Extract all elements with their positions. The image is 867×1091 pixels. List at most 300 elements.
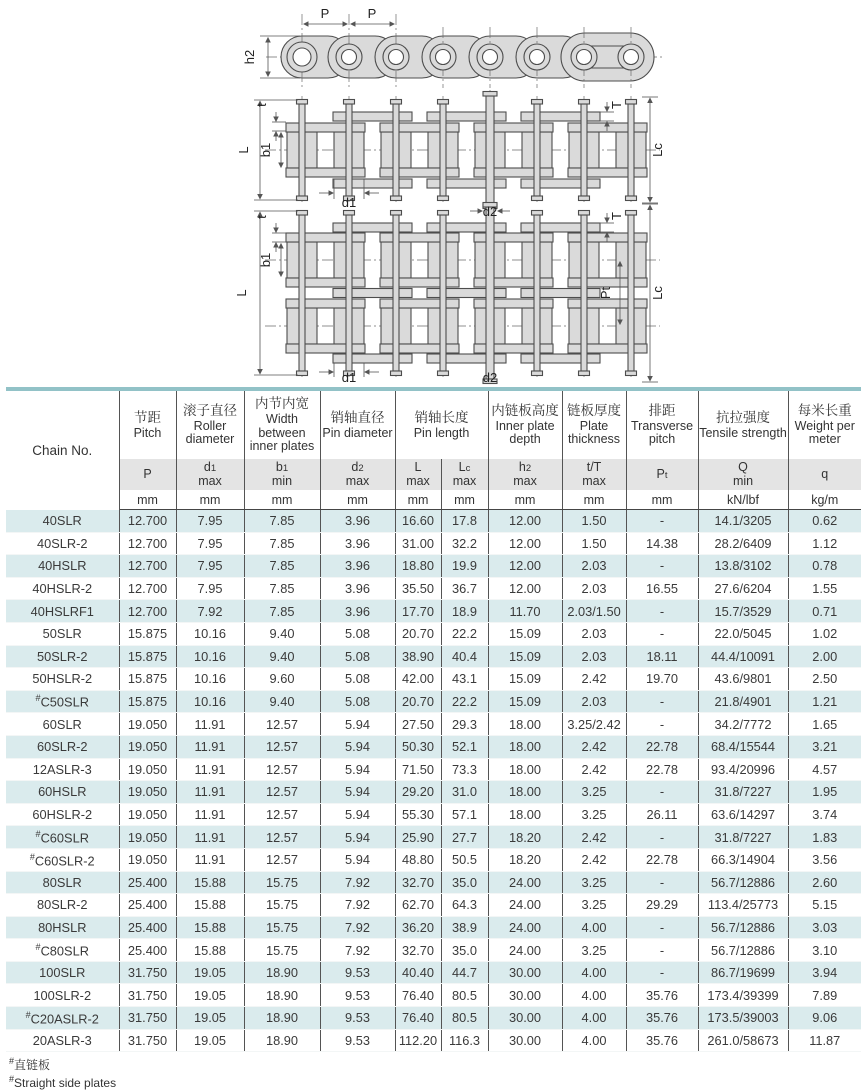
- column-header-pitch: [119, 389, 176, 459]
- value-cell: 113.4/25773: [698, 894, 788, 917]
- value-cell: 30.00: [488, 984, 562, 1007]
- value-cell: 40.4: [441, 645, 488, 668]
- value-cell: 7.85: [244, 577, 320, 600]
- value-cell: 3.25: [562, 894, 626, 917]
- value-cell: 12.00: [488, 510, 562, 533]
- header-zh: 每米长重: [797, 402, 852, 418]
- value-cell: 3.96: [320, 600, 395, 623]
- unit-cell: kg/m: [788, 490, 861, 510]
- value-cell: 13.8/3102: [698, 555, 788, 578]
- value-cell: 86.7/19699: [698, 961, 788, 984]
- value-cell: 76.40: [395, 984, 441, 1007]
- value-cell: 29.20: [395, 781, 441, 804]
- value-cell: 12.57: [244, 803, 320, 826]
- value-cell: 3.21: [788, 735, 861, 758]
- value-cell: 56.7/12886: [698, 939, 788, 962]
- value-cell: 25.400: [119, 916, 176, 939]
- value-cell: 31.750: [119, 984, 176, 1007]
- value-cell: 9.40: [244, 622, 320, 645]
- value-cell: 12.700: [119, 577, 176, 600]
- value-cell: 7.95: [176, 532, 244, 555]
- value-cell: 19.050: [119, 758, 176, 781]
- value-cell: 15.09: [488, 645, 562, 668]
- dim-label-plate-thickness-t: t: [254, 215, 269, 219]
- value-cell: 3.25: [562, 781, 626, 804]
- value-cell: -: [626, 622, 698, 645]
- value-cell: 19.050: [119, 735, 176, 758]
- chain-diagrams: [0, 0, 867, 385]
- value-cell: 5.94: [320, 713, 395, 736]
- value-cell: 2.42: [562, 735, 626, 758]
- value-cell: 43.6/9801: [698, 668, 788, 691]
- value-cell: 93.4/20996: [698, 758, 788, 781]
- value-cell: 44.4/10091: [698, 645, 788, 668]
- dim-label-plate-thickness-t: t: [254, 103, 269, 107]
- value-cell: 173.4/39399: [698, 984, 788, 1007]
- symbol-pin-length-Lc: Lc max: [441, 459, 488, 490]
- table-row: [6, 961, 861, 984]
- value-cell: -: [626, 961, 698, 984]
- value-cell: 3.25: [562, 939, 626, 962]
- unit-cell: mm: [244, 490, 320, 510]
- column-header-chain-no: Chain No.: [6, 389, 119, 510]
- value-cell: 3.25: [562, 803, 626, 826]
- value-cell: 15.875: [119, 668, 176, 691]
- value-cell: 44.7: [441, 961, 488, 984]
- value-cell: 32.70: [395, 871, 441, 894]
- chain-no-cell: 100SLR: [6, 961, 119, 984]
- value-cell: 11.91: [176, 735, 244, 758]
- column-header-weight-per-meter: [788, 389, 861, 459]
- value-cell: 2.50: [788, 668, 861, 691]
- value-cell: 35.76: [626, 984, 698, 1007]
- value-cell: 2.03: [562, 577, 626, 600]
- symbol-inner-width: b1 min: [244, 459, 320, 490]
- column-header-pin-diameter: [320, 389, 395, 459]
- value-cell: 4.00: [562, 1007, 626, 1030]
- value-cell: 9.53: [320, 961, 395, 984]
- value-cell: 2.60: [788, 871, 861, 894]
- symbol-pin-diameter: d2 max: [320, 459, 395, 490]
- value-cell: 11.91: [176, 713, 244, 736]
- value-cell: 19.05: [176, 1007, 244, 1030]
- chain-no-cell: 80SLR: [6, 871, 119, 894]
- dim-label-plate-thickness-T: T: [609, 212, 624, 220]
- value-cell: 22.2: [441, 622, 488, 645]
- symbol-plate-thickness: t/T max: [562, 459, 626, 490]
- value-cell: 12.57: [244, 735, 320, 758]
- chain-no-cell: 60HSLR-2: [6, 803, 119, 826]
- header-en: Width between inner plates: [249, 411, 315, 454]
- value-cell: 9.53: [320, 1007, 395, 1030]
- value-cell: 15.75: [244, 916, 320, 939]
- value-cell: 7.85: [244, 532, 320, 555]
- chain-no-cell: 50SLR-2: [6, 645, 119, 668]
- value-cell: 2.03: [562, 622, 626, 645]
- value-cell: 5.94: [320, 848, 395, 871]
- table-row: [6, 600, 861, 623]
- footnote-zh: #直链板: [9, 1056, 51, 1073]
- table-row: [6, 645, 861, 668]
- value-cell: 18.80: [395, 555, 441, 578]
- single-strand-plan-diagram: [254, 90, 660, 211]
- value-cell: 9.40: [244, 690, 320, 713]
- value-cell: 261.0/58673: [698, 1029, 788, 1052]
- value-cell: 4.00: [562, 984, 626, 1007]
- value-cell: 15.875: [119, 622, 176, 645]
- dim-label-pin-length-L: L: [234, 289, 249, 297]
- value-cell: 1.65: [788, 713, 861, 736]
- header-zh: 排距: [648, 402, 676, 418]
- value-cell: 7.89: [788, 984, 861, 1007]
- table-row: [6, 713, 861, 736]
- value-cell: 2.42: [562, 668, 626, 691]
- dim-label-pin-length-Lc: Lc: [650, 143, 665, 157]
- value-cell: 80.5: [441, 1007, 488, 1030]
- dim-label-pin-length-Lc: Lc: [650, 286, 665, 300]
- value-cell: 15.09: [488, 690, 562, 713]
- symbol-roller-diameter: d1 max: [176, 459, 244, 490]
- value-cell: 7.85: [244, 510, 320, 533]
- value-cell: -: [626, 690, 698, 713]
- value-cell: 12.00: [488, 532, 562, 555]
- header-en: Pin diameter: [322, 425, 393, 440]
- value-cell: 50.30: [395, 735, 441, 758]
- value-cell: 19.05: [176, 1029, 244, 1052]
- value-cell: 22.78: [626, 848, 698, 871]
- value-cell: 73.3: [441, 758, 488, 781]
- value-cell: 15.75: [244, 939, 320, 962]
- value-cell: 35.0: [441, 871, 488, 894]
- value-cell: 24.00: [488, 916, 562, 939]
- value-cell: 9.40: [244, 645, 320, 668]
- value-cell: 2.42: [562, 758, 626, 781]
- footnote-en: #Straight side plates: [9, 1073, 117, 1090]
- value-cell: 12.57: [244, 781, 320, 804]
- header-en: Inner plate depth: [495, 418, 555, 447]
- value-cell: -: [626, 555, 698, 578]
- value-cell: 15.09: [488, 622, 562, 645]
- value-cell: 55.30: [395, 803, 441, 826]
- column-header-plate-thickness: [562, 389, 626, 459]
- value-cell: 19.050: [119, 848, 176, 871]
- value-cell: 0.62: [788, 510, 861, 533]
- unit-cell: mm: [488, 490, 562, 510]
- chain-no-cell: 50SLR: [6, 622, 119, 645]
- value-cell: 173.5/39003: [698, 1007, 788, 1030]
- unit-cell: mm: [176, 490, 244, 510]
- dim-label-roller-diameter-d1: d1: [341, 370, 357, 385]
- value-cell: 0.71: [788, 600, 861, 623]
- value-cell: 43.1: [441, 668, 488, 691]
- value-cell: 3.96: [320, 577, 395, 600]
- value-cell: 30.00: [488, 1007, 562, 1030]
- header-en: Weight per meter: [794, 418, 855, 447]
- value-cell: 7.92: [176, 600, 244, 623]
- value-cell: 20.70: [395, 622, 441, 645]
- value-cell: 10.16: [176, 622, 244, 645]
- chain-no-cell: 60HSLR: [6, 781, 119, 804]
- value-cell: 16.60: [395, 510, 441, 533]
- value-cell: 5.08: [320, 668, 395, 691]
- header-zh: 内链板高度: [491, 402, 559, 418]
- chain-no-cell: #C60SLR-2: [6, 848, 119, 871]
- header-en: Pitch: [133, 425, 162, 440]
- value-cell: 19.050: [119, 713, 176, 736]
- chain-no-cell: 20ASLR-3: [6, 1029, 119, 1052]
- value-cell: 28.2/6409: [698, 532, 788, 555]
- value-cell: 31.750: [119, 1007, 176, 1030]
- value-cell: 112.20: [395, 1029, 441, 1052]
- value-cell: 62.70: [395, 894, 441, 917]
- value-cell: 29.3: [441, 713, 488, 736]
- table-row: [6, 781, 861, 804]
- chain-no-cell: 80HSLR: [6, 916, 119, 939]
- value-cell: 18.00: [488, 758, 562, 781]
- chain-no-cell: 40SLR-2: [6, 532, 119, 555]
- value-cell: 16.55: [626, 577, 698, 600]
- chain-no-cell: #C80SLR: [6, 939, 119, 962]
- table-row: [6, 848, 861, 871]
- value-cell: 11.91: [176, 781, 244, 804]
- table-row: [6, 894, 861, 917]
- symbol-pitch: P: [119, 459, 176, 490]
- value-cell: 22.0/5045: [698, 622, 788, 645]
- value-cell: 3.74: [788, 803, 861, 826]
- value-cell: 30.00: [488, 961, 562, 984]
- value-cell: 5.94: [320, 735, 395, 758]
- value-cell: 18.90: [244, 1029, 320, 1052]
- value-cell: 12.57: [244, 758, 320, 781]
- value-cell: 15.88: [176, 916, 244, 939]
- value-cell: 18.20: [488, 826, 562, 849]
- header-zh: 销轴直径: [330, 409, 385, 425]
- value-cell: -: [626, 939, 698, 962]
- value-cell: 24.00: [488, 871, 562, 894]
- value-cell: 15.7/3529: [698, 600, 788, 623]
- value-cell: 29.29: [626, 894, 698, 917]
- value-cell: 7.95: [176, 555, 244, 578]
- table-row: [6, 735, 861, 758]
- header-en: Plate thickness: [567, 418, 621, 447]
- value-cell: 80.5: [441, 984, 488, 1007]
- value-cell: 12.57: [244, 826, 320, 849]
- value-cell: 25.400: [119, 939, 176, 962]
- value-cell: 2.03: [562, 690, 626, 713]
- column-header-tensile-strength: [698, 389, 788, 459]
- table-row: [6, 758, 861, 781]
- dim-label-pin-length-L: L: [236, 146, 251, 154]
- value-cell: 17.8: [441, 510, 488, 533]
- value-cell: 7.85: [244, 555, 320, 578]
- value-cell: 14.1/3205: [698, 510, 788, 533]
- value-cell: 20.70: [395, 690, 441, 713]
- value-cell: 2.42: [562, 826, 626, 849]
- chain-no-cell: 60SLR: [6, 713, 119, 736]
- value-cell: 31.750: [119, 961, 176, 984]
- value-cell: 24.00: [488, 894, 562, 917]
- value-cell: 56.7/12886: [698, 871, 788, 894]
- value-cell: 11.91: [176, 803, 244, 826]
- value-cell: 116.3: [441, 1029, 488, 1052]
- value-cell: 12.700: [119, 532, 176, 555]
- chain-no-cell: 40SLR: [6, 510, 119, 533]
- header-zh: 节距: [134, 409, 161, 425]
- value-cell: 3.03: [788, 916, 861, 939]
- chain-no-cell: 40HSLRF1: [6, 600, 119, 623]
- value-cell: 7.92: [320, 916, 395, 939]
- dim-label-plate-thickness-T: T: [609, 101, 624, 109]
- table-row: [6, 577, 861, 600]
- unit-cell: kN/lbf: [698, 490, 788, 510]
- value-cell: 18.90: [244, 961, 320, 984]
- value-cell: 11.70: [488, 600, 562, 623]
- value-cell: 7.92: [320, 939, 395, 962]
- value-cell: 9.53: [320, 1029, 395, 1052]
- value-cell: 4.00: [562, 916, 626, 939]
- chain-no-cell: 80SLR-2: [6, 894, 119, 917]
- value-cell: 18.9: [441, 600, 488, 623]
- value-cell: 7.95: [176, 577, 244, 600]
- value-cell: 7.95: [176, 510, 244, 533]
- symbol-weight: q: [788, 459, 861, 490]
- unit-cell: mm: [395, 490, 441, 510]
- dim-label-inner-width-b1: b1: [258, 142, 273, 158]
- value-cell: 76.40: [395, 1007, 441, 1030]
- value-cell: -: [626, 781, 698, 804]
- value-cell: 3.25: [562, 871, 626, 894]
- value-cell: 22.78: [626, 758, 698, 781]
- chain-no-cell: 50HSLR-2: [6, 668, 119, 691]
- header-zh: 抗拉强度: [716, 409, 771, 425]
- value-cell: 68.4/15544: [698, 735, 788, 758]
- value-cell: 25.400: [119, 894, 176, 917]
- value-cell: 35.76: [626, 1007, 698, 1030]
- value-cell: 30.00: [488, 1029, 562, 1052]
- value-cell: 15.09: [488, 668, 562, 691]
- value-cell: 7.85: [244, 600, 320, 623]
- value-cell: 3.56: [788, 848, 861, 871]
- table-row: [6, 555, 861, 578]
- value-cell: 5.15: [788, 894, 861, 917]
- value-cell: 25.400: [119, 871, 176, 894]
- value-cell: 12.700: [119, 510, 176, 533]
- chain-no-cell: #C60SLR: [6, 826, 119, 849]
- dim-label-roller-diameter-d1: d1: [341, 195, 357, 210]
- value-cell: 34.2/7772: [698, 713, 788, 736]
- value-cell: 19.05: [176, 961, 244, 984]
- table-row: [6, 1007, 861, 1030]
- side-view-diagram: [260, 14, 662, 88]
- value-cell: 17.70: [395, 600, 441, 623]
- value-cell: 19.9: [441, 555, 488, 578]
- value-cell: 56.7/12886: [698, 916, 788, 939]
- value-cell: -: [626, 713, 698, 736]
- dim-label-pitch: P: [367, 6, 377, 21]
- value-cell: 18.00: [488, 803, 562, 826]
- value-cell: 64.3: [441, 894, 488, 917]
- value-cell: 3.96: [320, 555, 395, 578]
- dim-label-inner-width-b1: b1: [258, 252, 273, 268]
- value-cell: 31.750: [119, 1029, 176, 1052]
- header-en: Roller diameter: [185, 418, 235, 447]
- value-cell: 1.12: [788, 532, 861, 555]
- value-cell: 2.03: [562, 645, 626, 668]
- value-cell: 66.3/14904: [698, 848, 788, 871]
- value-cell: 32.70: [395, 939, 441, 962]
- value-cell: 31.0: [441, 781, 488, 804]
- value-cell: 12.00: [488, 555, 562, 578]
- chain-no-cell: 40HSLR: [6, 555, 119, 578]
- value-cell: 27.6/6204: [698, 577, 788, 600]
- value-cell: 2.03/1.50: [562, 600, 626, 623]
- value-cell: 15.875: [119, 690, 176, 713]
- value-cell: 35.50: [395, 577, 441, 600]
- header-zh: 滚子直径: [183, 402, 237, 418]
- value-cell: 38.9: [441, 916, 488, 939]
- value-cell: 15.875: [119, 645, 176, 668]
- value-cell: 3.10: [788, 939, 861, 962]
- header-en: Transverse pitch: [630, 418, 694, 447]
- chain-no-cell: 100SLR-2: [6, 984, 119, 1007]
- value-cell: 15.88: [176, 939, 244, 962]
- value-cell: 36.7: [441, 577, 488, 600]
- value-cell: 12.00: [488, 577, 562, 600]
- value-cell: 14.38: [626, 532, 698, 555]
- chain-no-cell: #C50SLR: [6, 690, 119, 713]
- value-cell: 40.40: [395, 961, 441, 984]
- value-cell: 18.90: [244, 984, 320, 1007]
- value-cell: 2.00: [788, 645, 861, 668]
- value-cell: 31.8/7227: [698, 781, 788, 804]
- value-cell: 18.20: [488, 848, 562, 871]
- value-cell: 11.91: [176, 848, 244, 871]
- value-cell: 27.7: [441, 826, 488, 849]
- value-cell: 12.57: [244, 713, 320, 736]
- value-cell: 11.91: [176, 826, 244, 849]
- value-cell: 9.53: [320, 984, 395, 1007]
- dim-label-pitch: P: [320, 6, 330, 21]
- value-cell: 7.92: [320, 894, 395, 917]
- symbol-transverse-pitch: Pt: [626, 459, 698, 490]
- value-cell: 18.11: [626, 645, 698, 668]
- value-cell: 31.00: [395, 532, 441, 555]
- value-cell: 22.2: [441, 690, 488, 713]
- symbol-pin-length-L: L max: [395, 459, 441, 490]
- value-cell: 5.08: [320, 622, 395, 645]
- header-zh: 销轴长度: [414, 409, 469, 425]
- value-cell: 2.42: [562, 848, 626, 871]
- value-cell: 32.2: [441, 532, 488, 555]
- value-cell: 10.16: [176, 645, 244, 668]
- value-cell: 19.70: [626, 668, 698, 691]
- value-cell: 1.50: [562, 510, 626, 533]
- value-cell: 1.50: [562, 532, 626, 555]
- value-cell: 5.94: [320, 803, 395, 826]
- chain-no-cell: 60SLR-2: [6, 735, 119, 758]
- value-cell: 15.75: [244, 871, 320, 894]
- value-cell: 9.60: [244, 668, 320, 691]
- value-cell: 5.08: [320, 690, 395, 713]
- value-cell: 31.8/7227: [698, 826, 788, 849]
- table-row: [6, 668, 861, 691]
- header-en: Pin length: [413, 425, 470, 440]
- value-cell: 3.96: [320, 532, 395, 555]
- value-cell: 5.94: [320, 781, 395, 804]
- header-zh: 内节内宽: [255, 395, 309, 411]
- value-cell: 9.06: [788, 1007, 861, 1030]
- column-header-transverse-pitch: [626, 389, 698, 459]
